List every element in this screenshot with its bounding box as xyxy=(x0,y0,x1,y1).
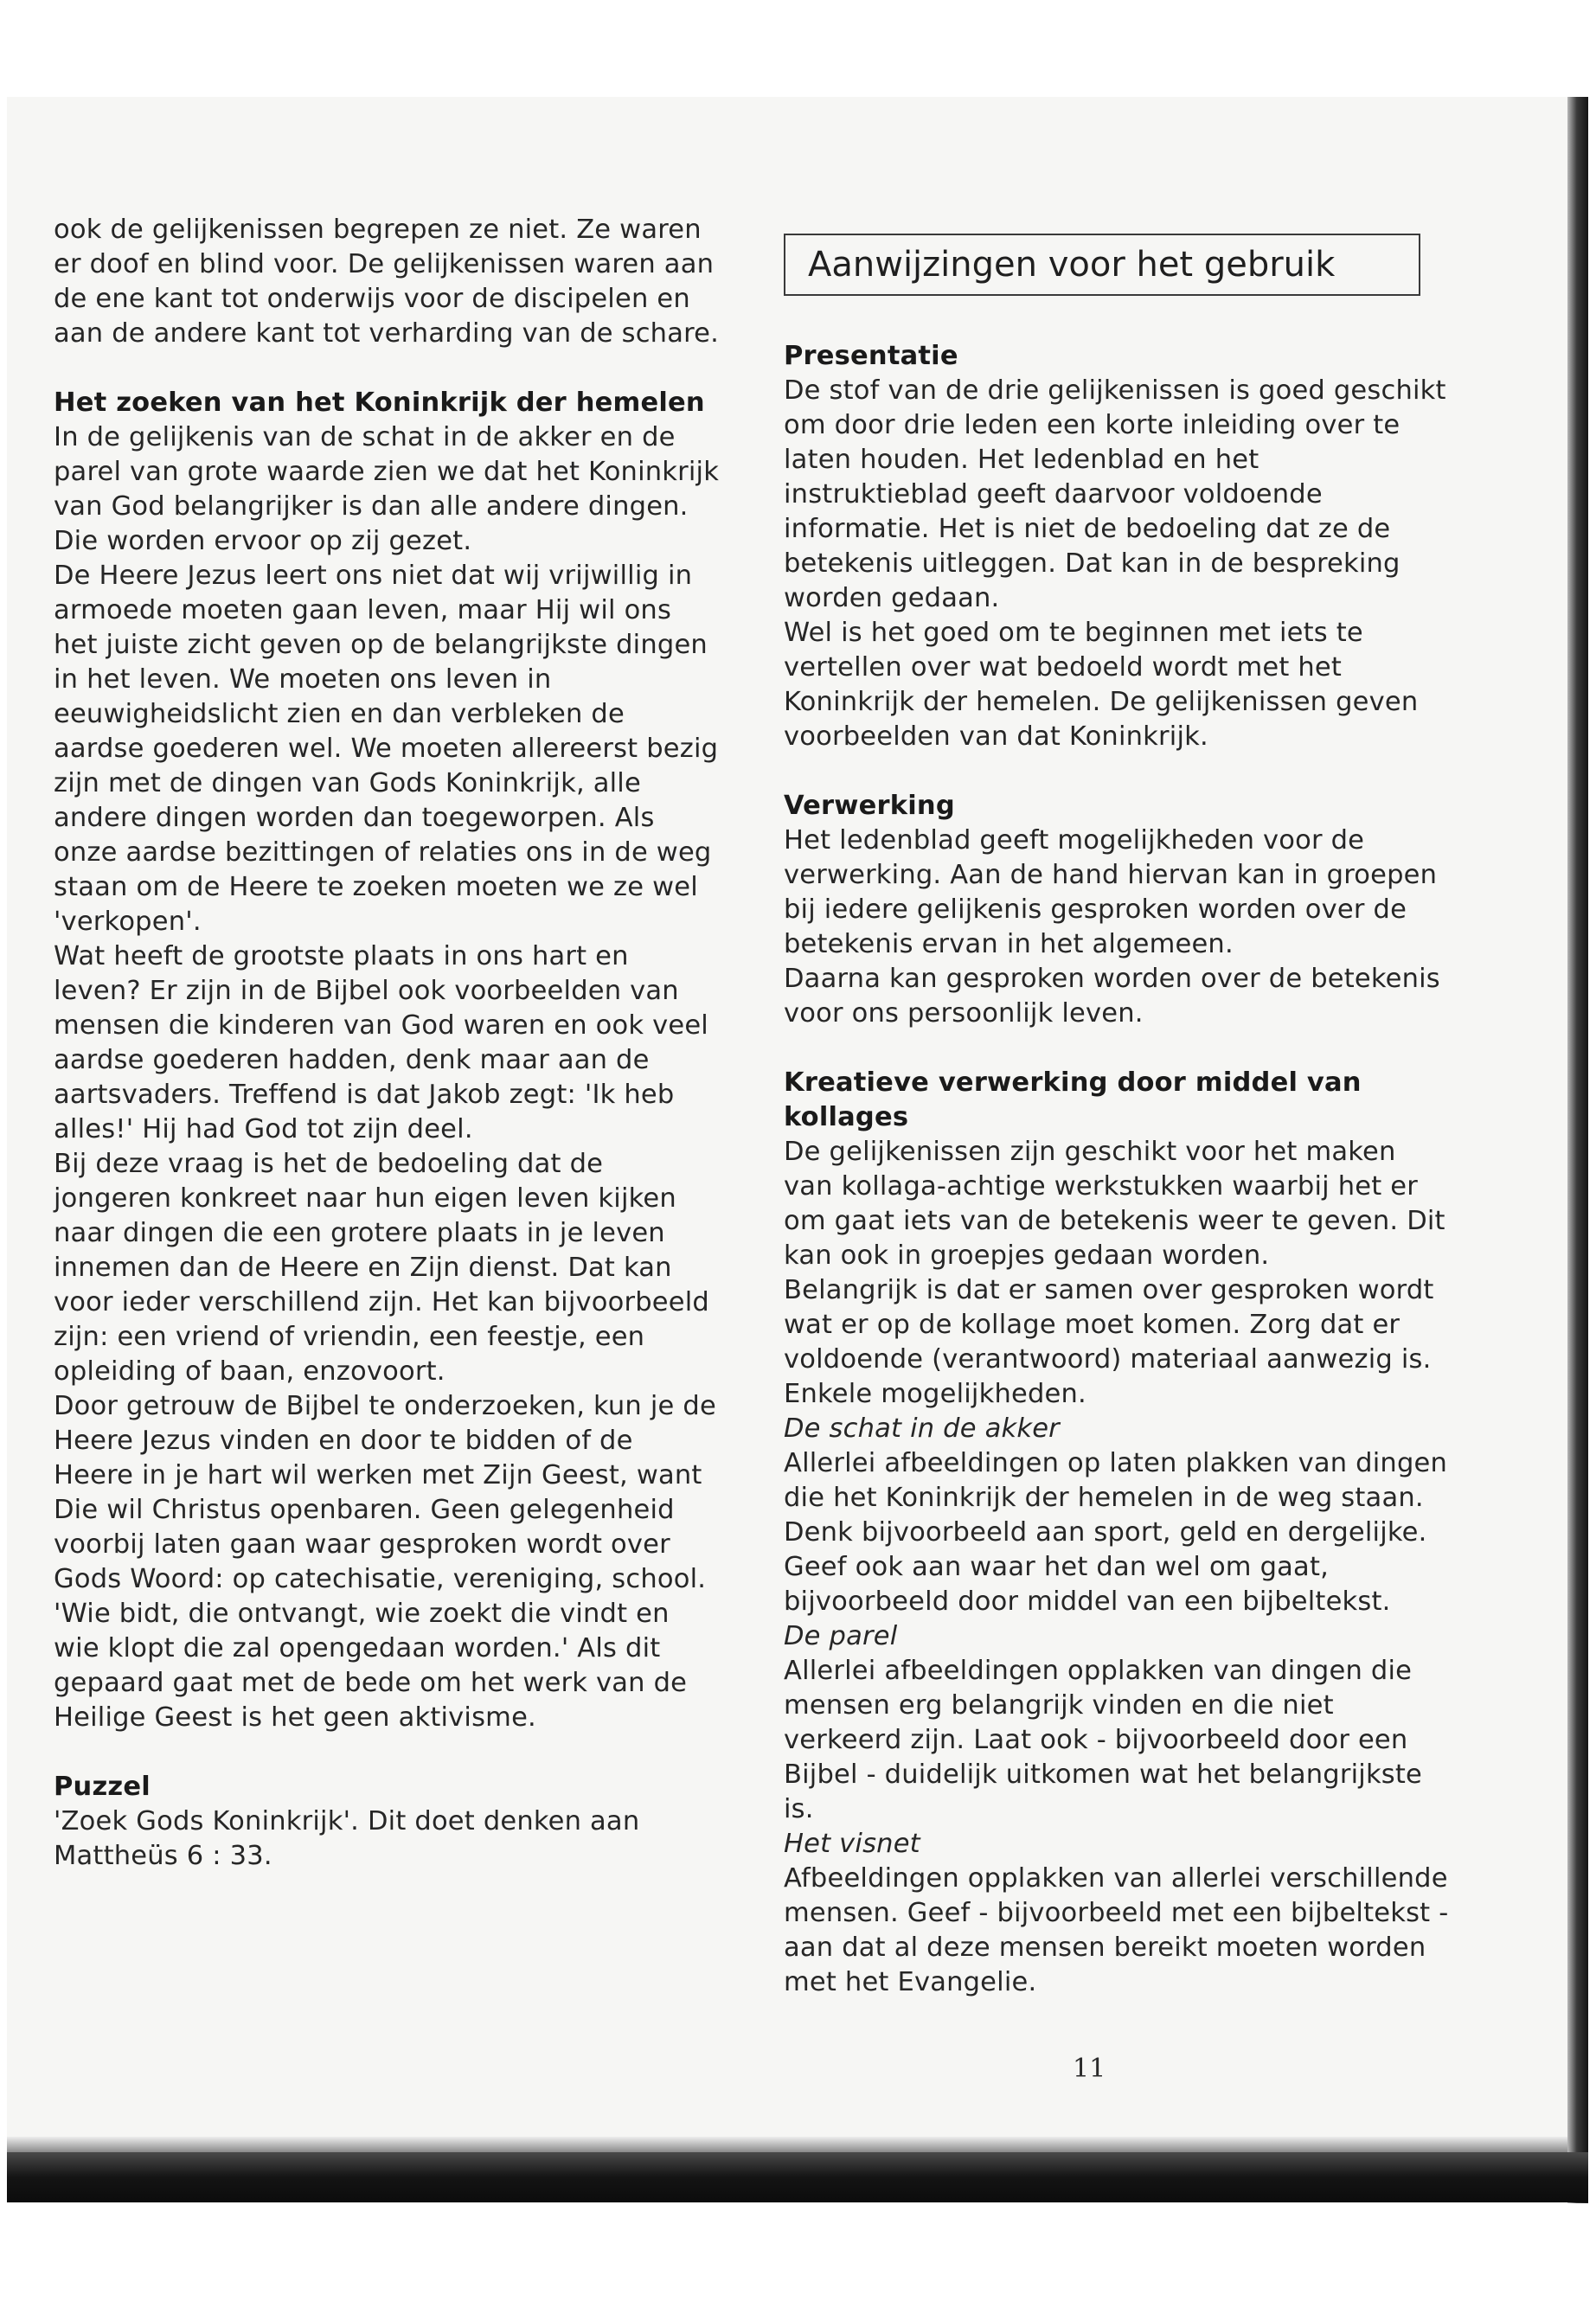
paragraph: Wel is het goed om te beginnen met iets te vertellen over wat bedoeld wordt met het Koninkrijk der hemelen. De gelijkenissen geven voorbeelden van dat Koninkrijk. xyxy=(784,618,1419,752)
section-heading-koninkrijk: Het zoeken van het Koninkrijk der hemelen xyxy=(54,388,705,418)
paragraph: Allerlei afbeeldingen op laten plakken van dingen die het Koninkrijk der hemelen in de weg staan. Denk bijvoorbeeld aan sport, geld en dergelijke. Geef ook aan waar het dan wel om gaat, bijvoorbeeld door middel van een bijbeltekst. xyxy=(784,1448,1447,1617)
paragraph: Enkele mogelijkheden. xyxy=(784,1379,1086,1409)
subheading-visnet: Het visnet xyxy=(784,1829,920,1859)
page-edge-shadow xyxy=(7,2137,1567,2152)
subheading-parel: De parel xyxy=(784,1621,898,1651)
binding-right-edge xyxy=(1567,97,1588,2203)
binding-bottom-edge xyxy=(7,2152,1588,2202)
subheading-schat: De schat in de akker xyxy=(784,1413,1060,1444)
right-column xyxy=(784,339,1450,2000)
presentatie-heading: Presentatie xyxy=(784,341,958,371)
intro-paragraph: ook de gelijkenissen begrepen ze niet. Ze waren er doof en blind voor. De gelijkenissen waren aan de ene kant tot onderwijs voor de discipelen en aan de andere kant tot verharding van de schare. xyxy=(54,215,720,349)
left-column xyxy=(54,213,720,1874)
paragraph: Belangrijk is dat er samen over gesproken wordt wat er op de kollage moet komen. Zorg dat er voldoende (verantwoord) materiaal aanwezig is. xyxy=(784,1275,1434,1375)
paragraph: In de gelijkenis van de schat in de akker en de parel van grote waarde zien we dat het Koninkrijk van God belangrijker is dan alle andere dingen. Die worden ervoor op zij gezet. xyxy=(54,422,720,556)
instructions-title-box: Aanwijzingen voor het gebruik xyxy=(784,234,1420,296)
paragraph: De Heere Jezus leert ons niet dat wij vrijwillig in armoede moeten gaan leven, maar Hij wil ons het juiste zicht geven op de belangrijkste dingen in het leven. We moeten ons leven in eeuwigheidslicht zien en dan verbleken de aardse goederen wel. We moeten allereerst bezig zijn met de dingen van Gods Koninkrijk, alle andere dingen worden dan toegeworpen. Als onze aardse bezittingen of relaties ons in de weg staan om de Heere te zoeken moeten we ze wel 'verkopen'. xyxy=(54,561,719,937)
paragraph: Allerlei afbeeldingen opplakken van dingen die mensen erg belangrijk vinden en die niet verkeerd zijn. Laat ook - bijvoorbeeld door een Bijbel - duidelijk uitkomen wat het belangrijkste is. xyxy=(784,1656,1423,1824)
paragraph: De gelijkenissen zijn geschikt voor het maken van kollaga-achtige werkstukken waarbij het er om gaat iets van de betekenis weer te geven. Dit kan ook in groepjes gedaan worden. xyxy=(784,1137,1445,1271)
paragraph: Het ledenblad geeft mogelijkheden voor de verwerking. Aan de hand hiervan kan in groepen bij iedere gelijkenis gesproken worden over de betekenis ervan in het algemeen. xyxy=(784,825,1438,959)
paragraph: De stof van de drie gelijkenissen is goed geschikt om door drie leden een korte inleiding over te laten houden. Het ledenblad en het instruktieblad geeft daarvoor voldoende informatie. Het is niet de bedoeling dat ze de betekenis uitleggen. Dat kan in de bespreking worden gedaan. xyxy=(784,375,1446,613)
paragraph: Daarna kan gesproken worden over de betekenis voor ons persoonlijk leven. xyxy=(784,964,1440,1029)
paragraph: Afbeeldingen opplakken van allerlei verschillende mensen. Geef - bijvoorbeeld met een bijbeltekst - aan dat al deze mensen bereikt moeten worden met het Evangelie. xyxy=(784,1863,1449,1997)
puzzel-heading: Puzzel xyxy=(54,1772,151,1802)
paragraph: Door getrouw de Bijbel te onderzoeken, kun je de Heere Jezus vinden en door te bidden of de Heere in je hart wil werken met Zijn Geest, want Die wil Christus openbaren. Geen gelegenheid voorbij laten gaan waar gesproken wordt over Gods Woord: op catechisatie, vereniging, school. 'Wie bidt, die ontvangt, wie zoekt die vindt en wie klopt die zal opengedaan worden.' Als dit gepaard gaat met de bede om het werk van de Heilige Geest is het geen aktivisme. xyxy=(54,1391,716,1733)
paragraph: Wat heeft de grootste plaats in ons hart en leven? Er zijn in de Bijbel ook voorbeelden van mensen die kinderen van God waren en ook veel aardse goederen hadden, denk maar aan de aartsvaders. Treffend is dat Jakob zegt: 'Ik heb alles!' Hij had God tot zijn deel. xyxy=(54,941,708,1144)
puzzel-text: 'Zoek Gods Koninkrijk'. Dit doet denken aan Mattheüs 6 : 33. xyxy=(54,1806,640,1871)
verwerking-heading: Verwerking xyxy=(784,791,955,821)
paragraph: Bij deze vraag is het de bedoeling dat de jongeren konkreet naar hun eigen leven kijken naar dingen die een grotere plaats in je leven innemen dan de Heere en Zijn dienst. Dat kan voor ieder verschillend zijn. Het kan bijvoorbeeld zijn: een vriend of vriendin, een feestje, een opleiding of baan, enzovoort. xyxy=(54,1149,709,1387)
kreatieve-verwerking-heading: Kreatieve verwerking door middel van kollages xyxy=(784,1067,1362,1132)
page-number: 11 xyxy=(1073,2054,1106,2084)
